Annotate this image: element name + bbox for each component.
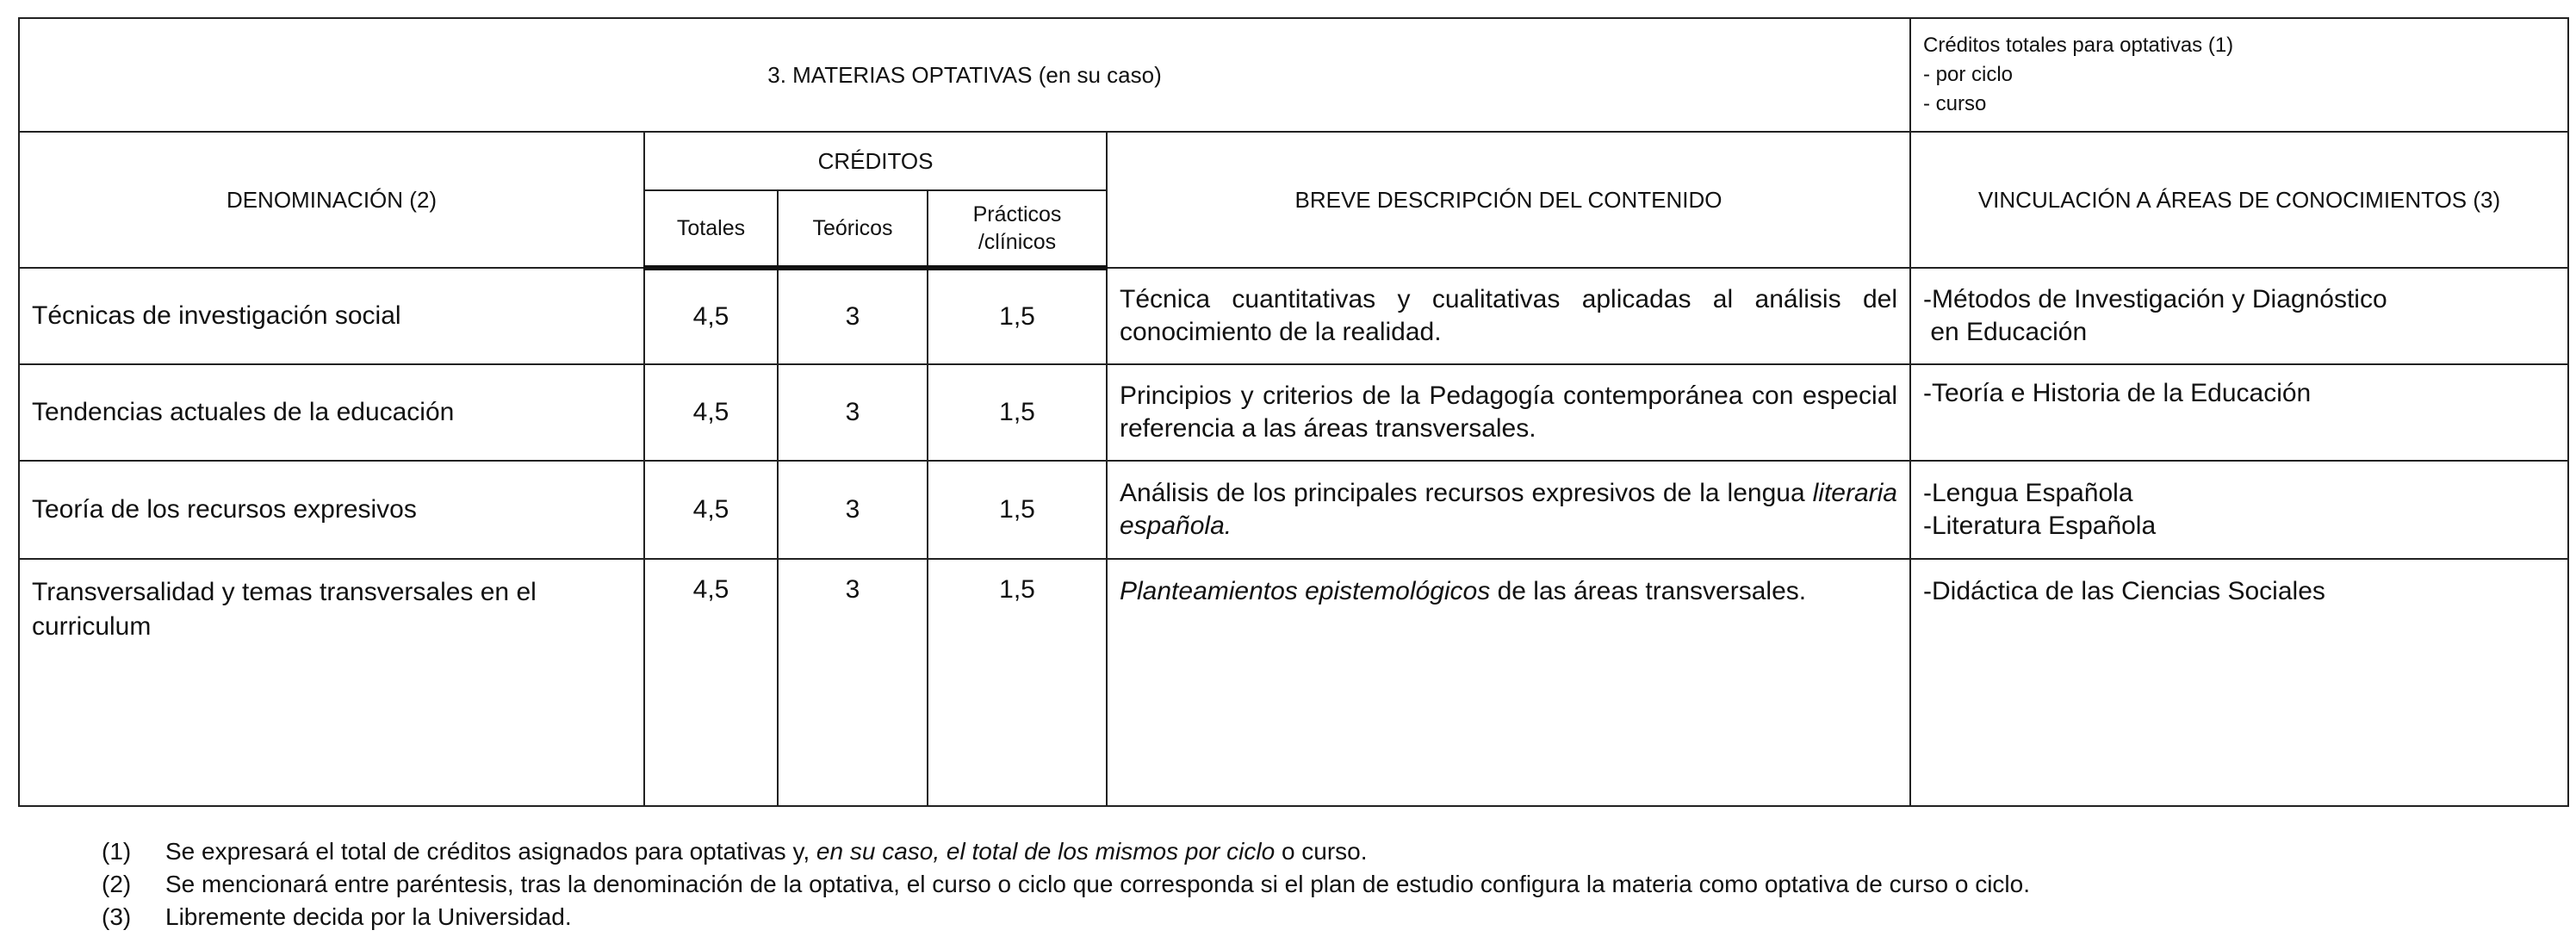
footnote-number: (1) [102, 838, 132, 865]
content-description [1107, 461, 1910, 559]
credits-totales: 4,5 [644, 559, 778, 806]
col-header-practicos [928, 190, 1107, 268]
table-row [19, 461, 2568, 559]
subject-name: Tendencias actuales de la educación [19, 364, 644, 461]
content-description: Técnica cuantitativas y cualitativas aplicadas al análisis del conocimiento de la realidad. [1107, 268, 1910, 364]
description-italic: Planteamientos epistemológicos [1120, 577, 1491, 605]
subject-name: Técnicas de investigación social [19, 268, 644, 364]
col-header-creditos: CRÉDITOS [644, 132, 1107, 190]
credits-totales: 4,5 [644, 364, 778, 461]
content-description [1107, 559, 1910, 806]
col-header-practicos-line2: /clínicos [978, 230, 1057, 254]
credits-practicos: 1,5 [928, 268, 1107, 364]
col-header-vinculacion: VINCULACIÓN A ÁREAS DE CONOCIMIENTOS (3) [1910, 132, 2568, 268]
footnote-plain: Se expresará el total de créditos asignados para optativas y, [165, 838, 810, 865]
credit-totals-line: - por ciclo [1923, 63, 2014, 86]
footnote-number: (3) [102, 903, 132, 930]
col-header-practicos-line1: Prácticos [972, 202, 1062, 226]
footnote-tail: o curso. [1281, 838, 1368, 865]
description-text: Análisis de los principales recursos expresivos de la lengua [1120, 479, 1805, 507]
credits-practicos: 1,5 [928, 559, 1107, 806]
area-line: -Lengua Española [1923, 479, 2133, 507]
area-line: en Educación [1923, 318, 2088, 346]
col-header-descripcion: BREVE DESCRIPCIÓN DEL CONTENIDO [1107, 132, 1910, 268]
table-row [19, 268, 2568, 364]
description-italic: literaria española. [1120, 479, 1897, 540]
credits-totales: 4,5 [644, 268, 778, 364]
area-line: -Métodos de Investigación y Diagnóstico [1923, 285, 2387, 313]
optativas-table [18, 17, 2569, 807]
area-line: -Literatura Española [1923, 512, 2157, 540]
knowledge-areas [1910, 461, 2568, 559]
table-row [19, 364, 2568, 461]
table-row [19, 559, 2568, 806]
footnote [102, 901, 2030, 933]
section-title: 3. MATERIAS OPTATIVAS (en su caso) [19, 18, 1910, 132]
credits-teoricos: 3 [778, 461, 928, 559]
credits-teoricos: 3 [778, 364, 928, 461]
credits-totales: 4,5 [644, 461, 778, 559]
footnote [102, 868, 2030, 901]
credits-practicos: 1,5 [928, 461, 1107, 559]
subject-name: Teoría de los recursos expresivos [19, 461, 644, 559]
subject-name: Transversalidad y temas transversales en el curriculum [19, 559, 644, 806]
footnotes [102, 835, 2030, 933]
footnote-text [165, 835, 1368, 868]
footnote-italic: en su caso, el total de los mismos por ciclo [816, 838, 1276, 865]
content-description: Principios y criterios de la Pedagogía contemporánea con especial referencia a las áreas transversales. [1107, 364, 1910, 461]
area-line: -Didáctica de las Ciencias Sociales [1923, 577, 2325, 605]
credit-totals-cell [1910, 18, 2568, 132]
footnote-plain: Se mencionará entre paréntesis, tras la denominación de la optativa, el curso o ciclo que corresponda si el plan de estudio configura la materia como optativa de curso o ciclo. [165, 871, 2030, 897]
footnote [102, 835, 2030, 868]
knowledge-areas [1910, 559, 2568, 806]
col-header-totales: Totales [644, 190, 778, 268]
footnote-plain: Libremente decida por la Universidad. [165, 903, 572, 930]
description-text: de las áreas transversales. [1497, 577, 1807, 605]
area-line: -Teoría e Historia de la Educación [1923, 379, 2312, 407]
knowledge-areas [1910, 268, 2568, 364]
footnote-number: (2) [102, 871, 132, 897]
credits-practicos: 1,5 [928, 364, 1107, 461]
credits-teoricos: 3 [778, 268, 928, 364]
credits-teoricos: 3 [778, 559, 928, 806]
knowledge-areas [1910, 364, 2568, 461]
col-header-teoricos: Teóricos [778, 190, 928, 268]
credit-totals-line: - curso [1923, 92, 1987, 115]
col-header-denominacion: DENOMINACIÓN (2) [19, 132, 644, 268]
credit-totals-line: Créditos totales para optativas (1) [1923, 34, 2234, 57]
